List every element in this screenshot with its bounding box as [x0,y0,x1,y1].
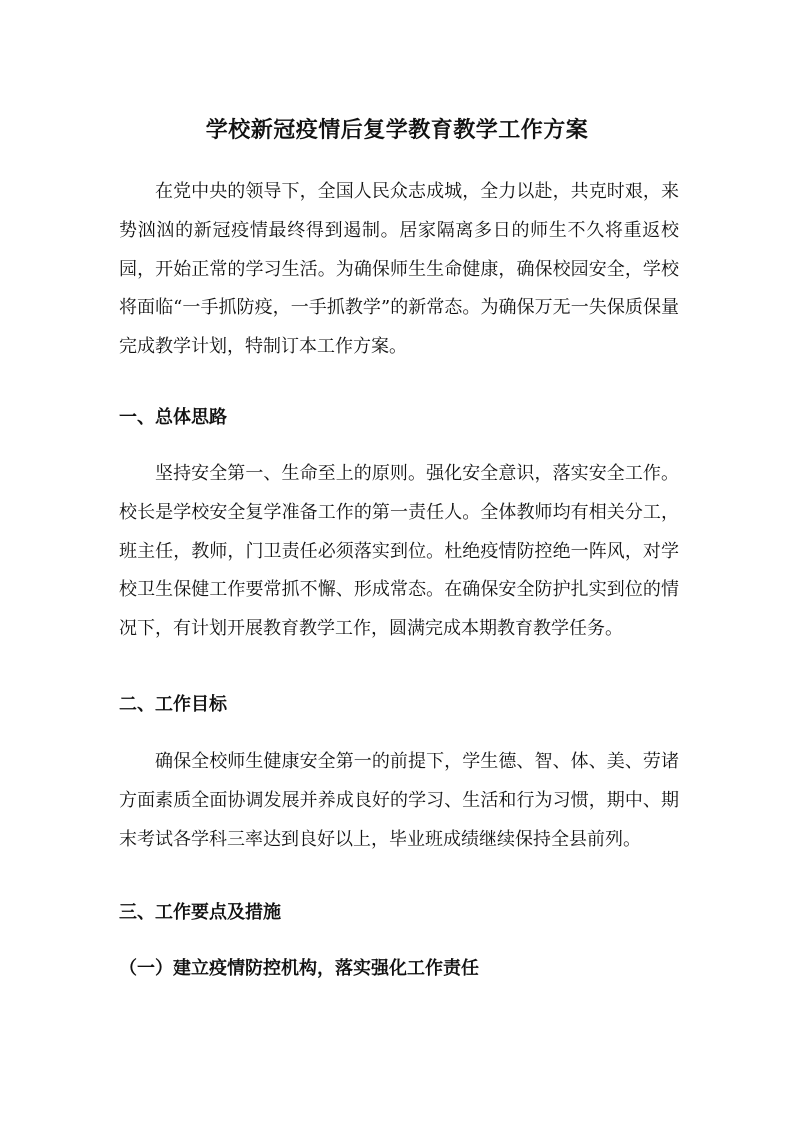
intro-paragraph: 在党中央的领导下，全国人民众志成城，全力以赴，共克时艰，来势汹汹的新冠疫情最终得到遏制。居家隔离多日的师生不久将重返校园，开始正常的学习生活。为确保师生生命健康，确保校园安全，学校将面临“一手抓防疫，一手抓教学”的新常态。为确保万无一失保质保量完成教学计划，特制订本工作方案。 [119,181,679,358]
section-heading-key-measures: 三、工作要点及措施 [119,902,281,923]
section-heading-overall-approach: 一、总体思路 [119,407,227,428]
subsection-heading-prevention-organization: （一）建立疫情防控机构，落实强化工作责任 [119,958,479,979]
section-heading-work-goals: 二、工作目标 [119,694,227,715]
section-body-overall-approach: 坚持安全第一、生命至上的原则。强化安全意识，落实安全工作。校长是学校安全复学准备工作的第一责任人。全体教师均有相关分工，班主任，教师，门卫责任必须落实到位。杜绝疫情防控绝一阵风，对学校卫生保健工作要常抓不懈、形成常态。在确保安全防护扎实到位的情况下，有计划开展教育教学工作，圆满完成本期教育教学任务。 [119,463,679,640]
section-body-work-goals: 确保全校师生健康安全第一的前提下，学生德、智、体、美、劳诸方面素质全面协调发展并养成良好的学习、生活和行为习惯，期中、期末考试各学科三率达到良好以上，毕业班成绩继续保持全县前列。 [119,751,679,850]
document-title: 学校新冠疫情后复学教育教学工作方案 [205,117,589,143]
